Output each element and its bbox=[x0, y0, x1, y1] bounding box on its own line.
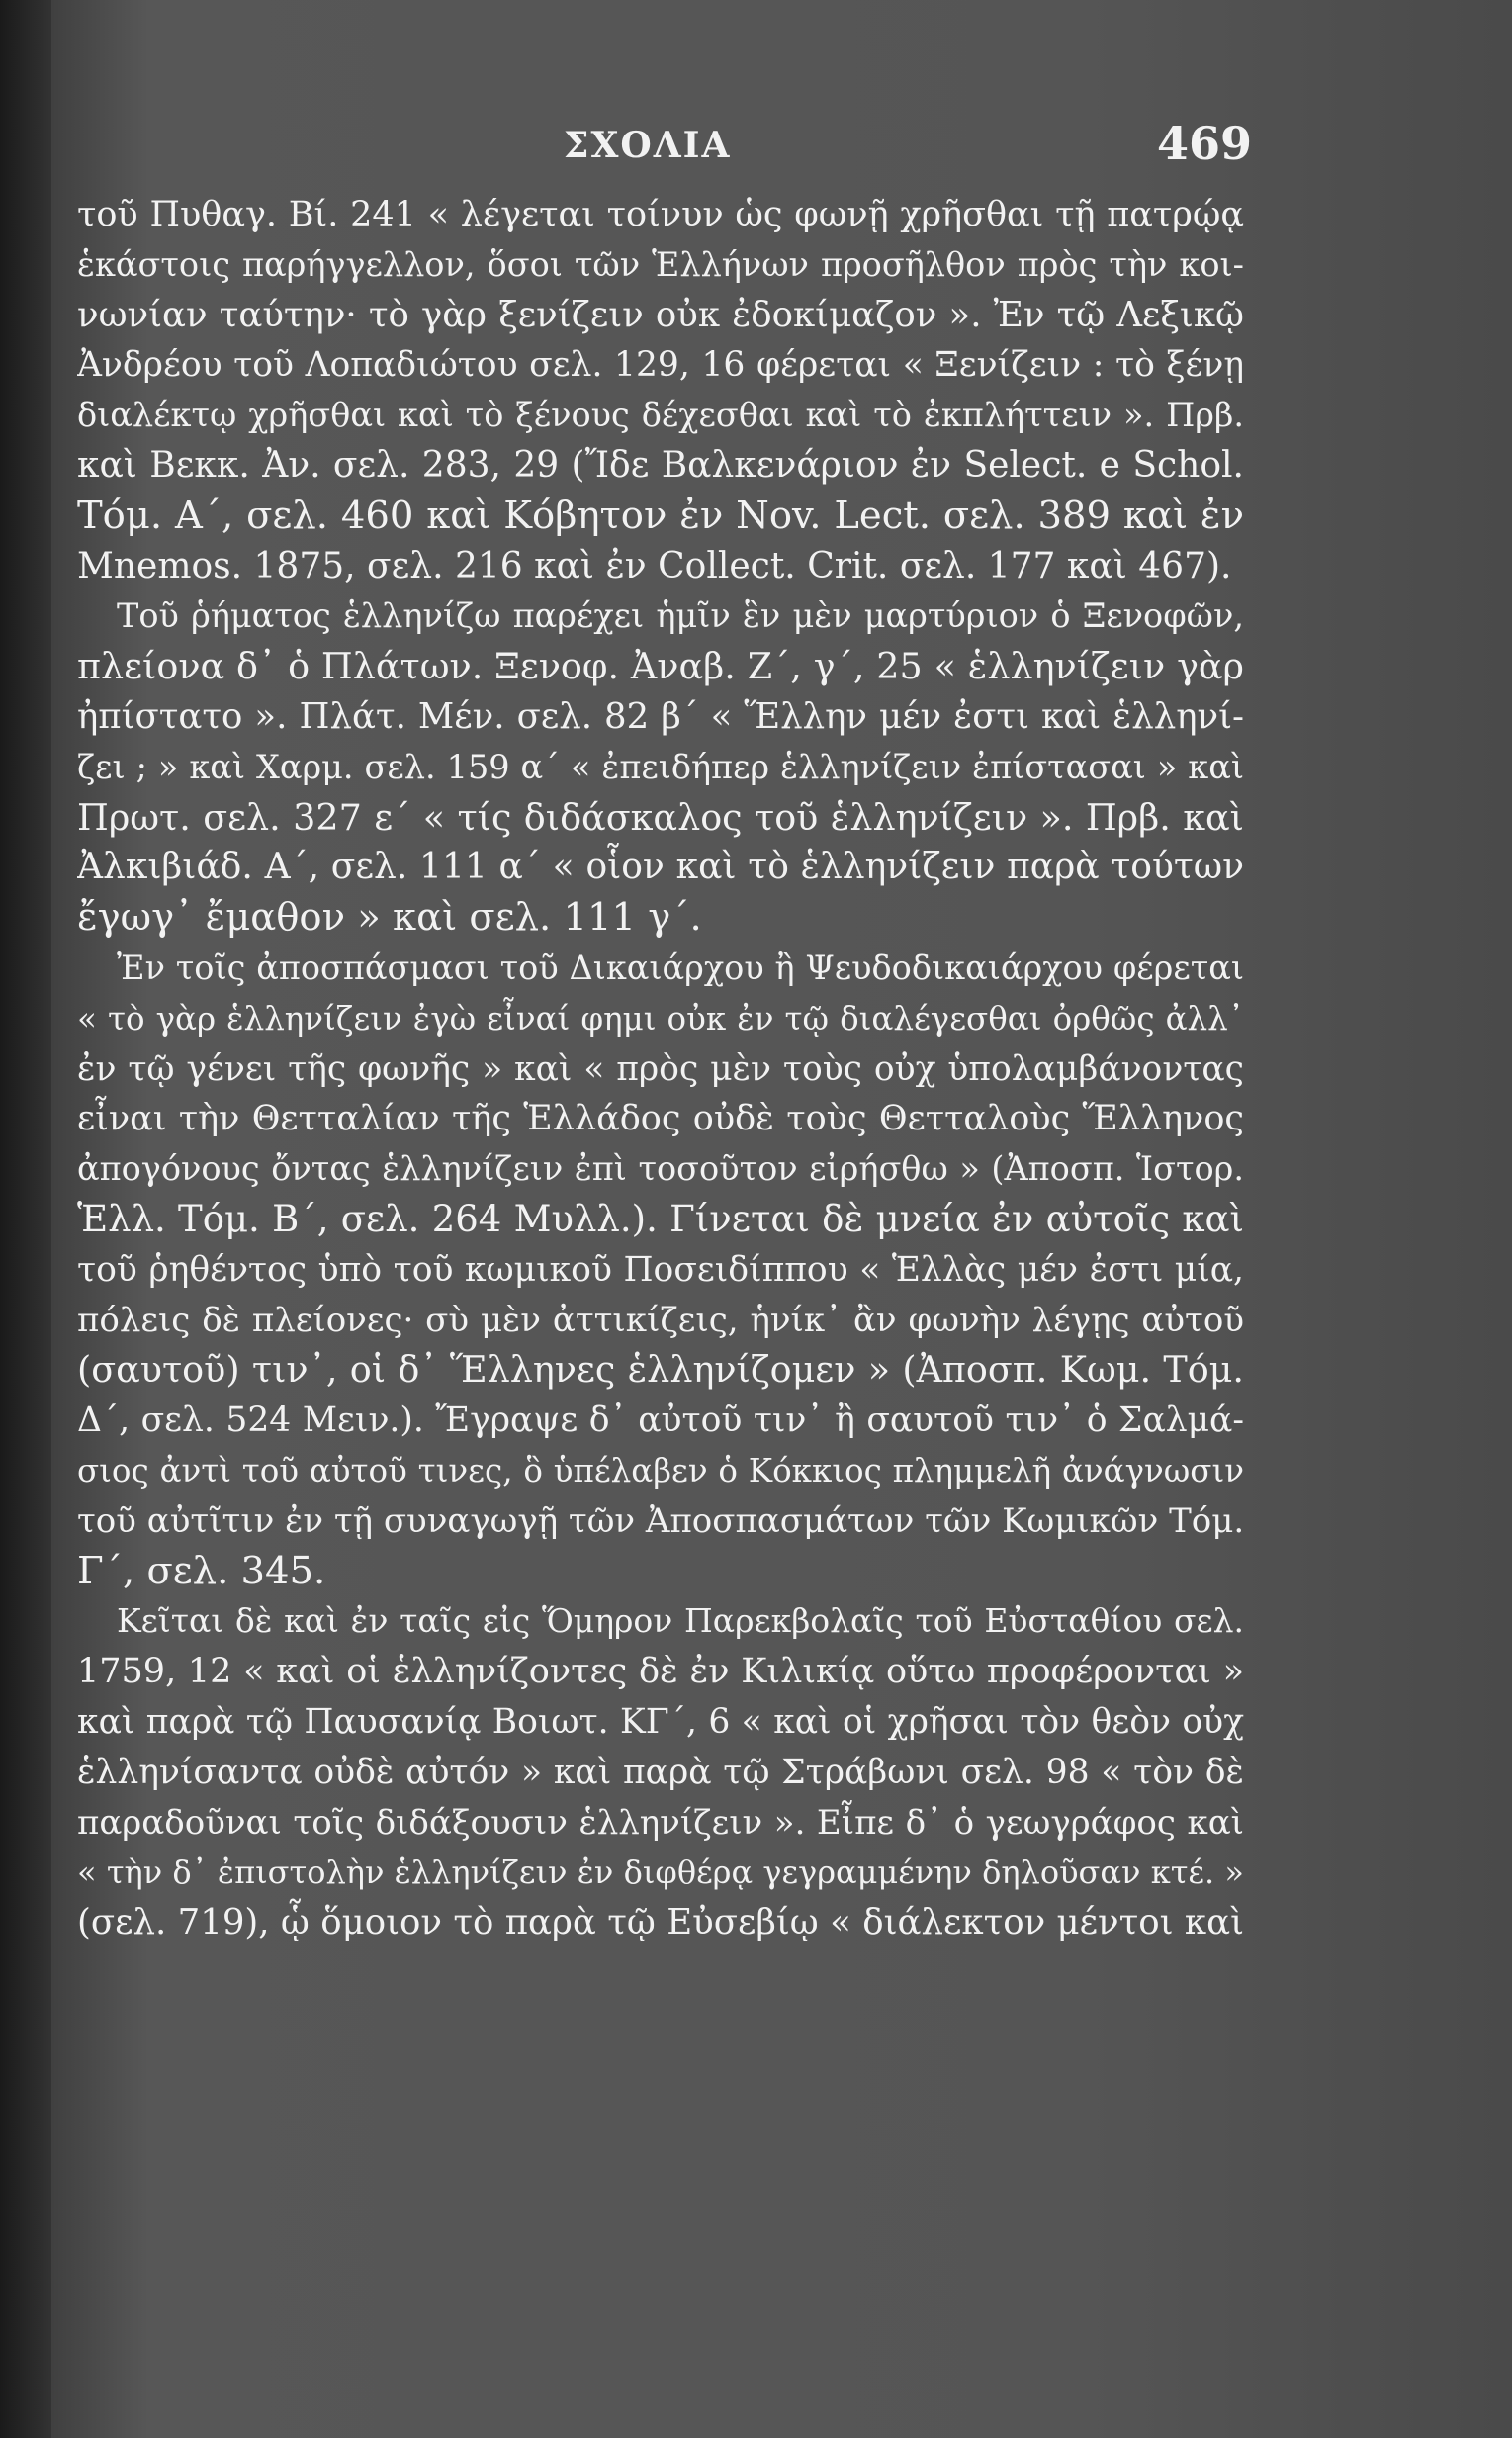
text-line: ἑλληνίσαντα οὐδὲ αὐτόν » καὶ παρὰ τῷ Στράβωνι σελ. 98 « τὸν δὲ bbox=[77, 1752, 1244, 1792]
text-line: πόλεις δὲ πλείονες· σὺ μὲν ἀττικίζεις, ἡνίκ᾽ ἂν φωνὴν λέγῃς αὐτοῦ bbox=[77, 1300, 1244, 1340]
text-line: (σελ. 719), ᾧ ὅμοιον τὸ παρὰ τῷ Εὐσεβίῳ « διάλεκτον μέντοι καὶ bbox=[77, 1902, 1244, 1943]
text-line: Ἑλλ. Τόμ. Β΄, σελ. 264 Μυλλ.). Γίνεται δὲ μνεία ἐν αὐτοῖς καὶ bbox=[77, 1197, 1244, 1240]
text-line: νωνίαν ταύτην· τὸ γὰρ ξενίζειν οὐκ ἐδοκίμαζον ». Ἐν τῷ Λεξικῷ bbox=[77, 294, 1244, 335]
text-line: ἀπογόνους ὄντας ἑλληνίζειν ἐπὶ τοσοῦτον εἰρήσθω » (Ἀποσπ. Ἱστορ. bbox=[77, 1149, 1244, 1189]
text-line: παραδοῦναι τοῖς διδάξουσιν ἑλληνίζειν ». Εἶπε δ᾽ ὁ γεωγράφος καὶ bbox=[77, 1802, 1244, 1843]
body-text bbox=[77, 190, 1244, 1948]
text-line: Τόμ. Α΄, σελ. 460 καὶ Κόβητον ἐν Nov. Lect. σελ. 389 καὶ ἐν bbox=[77, 493, 1244, 538]
text-line: ἔγωγ᾽ ἔμαθον » καὶ σελ. 111 γ΄. bbox=[77, 895, 702, 941]
text-line: ἐν τῷ γένει τῆς φωνῆς » καὶ « πρὸς μὲν τοὺς οὐχ ὑπολαμβάνοντας bbox=[77, 1048, 1244, 1089]
text-line: (σαυτοῦ) τιν᾽, οἱ δ᾽ Ἕλληνες ἑλληνίζομεν » (Ἀποσπ. Κωμ. Τόμ. bbox=[77, 1348, 1244, 1392]
text-line: εἶναι τὴν Θετταλίαν τῆς Ἑλλάδος οὐδὲ τοὺς Θετταλοὺς Ἕλληνος bbox=[77, 1099, 1244, 1139]
page-number: 469 bbox=[1157, 117, 1253, 170]
text-line: « τὴν δ᾽ ἐπιστολὴν ἑλληνίζειν ἐν διφθέρᾳ γεγραμμένην δηλοῦσαν κτέ. » bbox=[77, 1853, 1244, 1892]
text-line: σιος ἀντὶ τοῦ αὐτοῦ τινες, ὃ ὑπέλαβεν ὁ Κόκκιος πλημμελῆ ἀνάγνωσιν bbox=[77, 1451, 1244, 1490]
text-line: καὶ Βεκκ. Ἀν. σελ. 283, 29 (Ἴδε Βαλκενάριον ἐν Select. e Schol. bbox=[77, 444, 1244, 486]
text-line: διαλέκτῳ χρῆσθαι καὶ τὸ ξένους δέχεσθαι καὶ τὸ ἐκπλήττειν ». Πρβ. bbox=[77, 396, 1244, 435]
running-header bbox=[0, 117, 1512, 176]
text-line: Ἀνδρέου τοῦ Λοπαδιώτου σελ. 129, 16 φέρεται « Ξενίζειν : τὸ ξένῃ bbox=[77, 345, 1244, 386]
text-line: ἑκάστοις παρήγγελλον, ὅσοι τῶν Ἑλλήνων προσῆλθον πρὸς τὴν κοι- bbox=[77, 244, 1244, 284]
text-line: Mnemos. 1875, σελ. 216 καὶ ἐν Collect. Crit. σελ. 177 καὶ 467). bbox=[77, 545, 1232, 587]
text-line: 1759, 12 « καὶ οἱ ἑλληνίζοντες δὲ ἐν Κιλικίᾳ οὕτω προφέρονται » bbox=[77, 1652, 1244, 1692]
text-line: ζει ; » καὶ Χαρμ. σελ. 159 α΄ « ἐπειδήπερ ἑλληνίζειν ἐπίστασαι » καὶ bbox=[77, 747, 1244, 786]
text-line: Πρωτ. σελ. 327 ε΄ « τίς διδάσκαλος τοῦ ἑλληνίζειν ». Πρβ. καὶ bbox=[77, 795, 1244, 839]
text-line: καὶ παρὰ τῷ Παυσανίᾳ Βοιωτ. ΚΓ΄, 6 « καὶ οἱ χρῆσαι τὸν θεὸν οὐχ bbox=[77, 1701, 1244, 1742]
text-line: Κεῖται δὲ καὶ ἐν ταῖς εἰς Ὅμηρον Παρεκβολαῖς τοῦ Εὐσταθίου σελ. bbox=[117, 1601, 1244, 1641]
text-line: τοῦ αὐτῖτιν ἐν τῇ συναγωγῇ τῶν Ἀποσπασμάτων τῶν Κωμικῶν Τόμ. bbox=[77, 1500, 1244, 1541]
text-line: Γ΄, σελ. 345. bbox=[77, 1548, 326, 1593]
text-line: Δ΄, σελ. 524 Μειν.). Ἔγραψε δ᾽ αὐτοῦ τιν᾽ ἢ σαυτοῦ τιν᾽ ὁ Σαλμά- bbox=[77, 1400, 1244, 1441]
text-line: ἠπίστατο ». Πλάτ. Μέν. σελ. 82 β΄ « Ἕλλην μέν ἐστι καὶ ἑλληνί- bbox=[77, 695, 1244, 737]
text-line: τοῦ ῥηθέντος ὑπὸ τοῦ κωμικοῦ Ποσειδίππου « Ἑλλὰς μέν ἐστι μία, bbox=[77, 1249, 1244, 1290]
text-line: τοῦ Πυθαγ. Βί. 241 « λέγεται τοίνυν ὡς φωνῇ χρῆσθαι τῇ πατρῴᾳ bbox=[77, 195, 1244, 234]
text-line: Τοῦ ῥήματος ἑλληνίζω παρέχει ἡμῖν ἓν μὲν μαρτύριον ὁ Ξενοφῶν, bbox=[117, 596, 1244, 636]
running-title: ΣΧΟΛΙΑ bbox=[564, 125, 732, 166]
text-line: πλείονα δ᾽ ὁ Πλάτων. Ξενοφ. Ἀναβ. Ζ΄, γ΄, 25 « ἑλληνίζειν γὰρ bbox=[77, 645, 1244, 688]
text-line: Ἐν τοῖς ἀποσπάσμασι τοῦ Δικαιάρχου ἢ Ψευδοδικαιάρχου φέρεται bbox=[117, 948, 1244, 987]
text-line: Ἀλκιβιάδ. Α΄, σελ. 111 α΄ « οἷον καὶ τὸ ἑλληνίζειν παρὰ τούτων bbox=[77, 847, 1244, 888]
text-line: « τὸ γὰρ ἑλληνίζειν ἐγὼ εἶναί φημι οὐκ ἐν τῷ διαλέγεσθαι ὀρθῶς ἀλλ᾽ bbox=[77, 999, 1244, 1038]
